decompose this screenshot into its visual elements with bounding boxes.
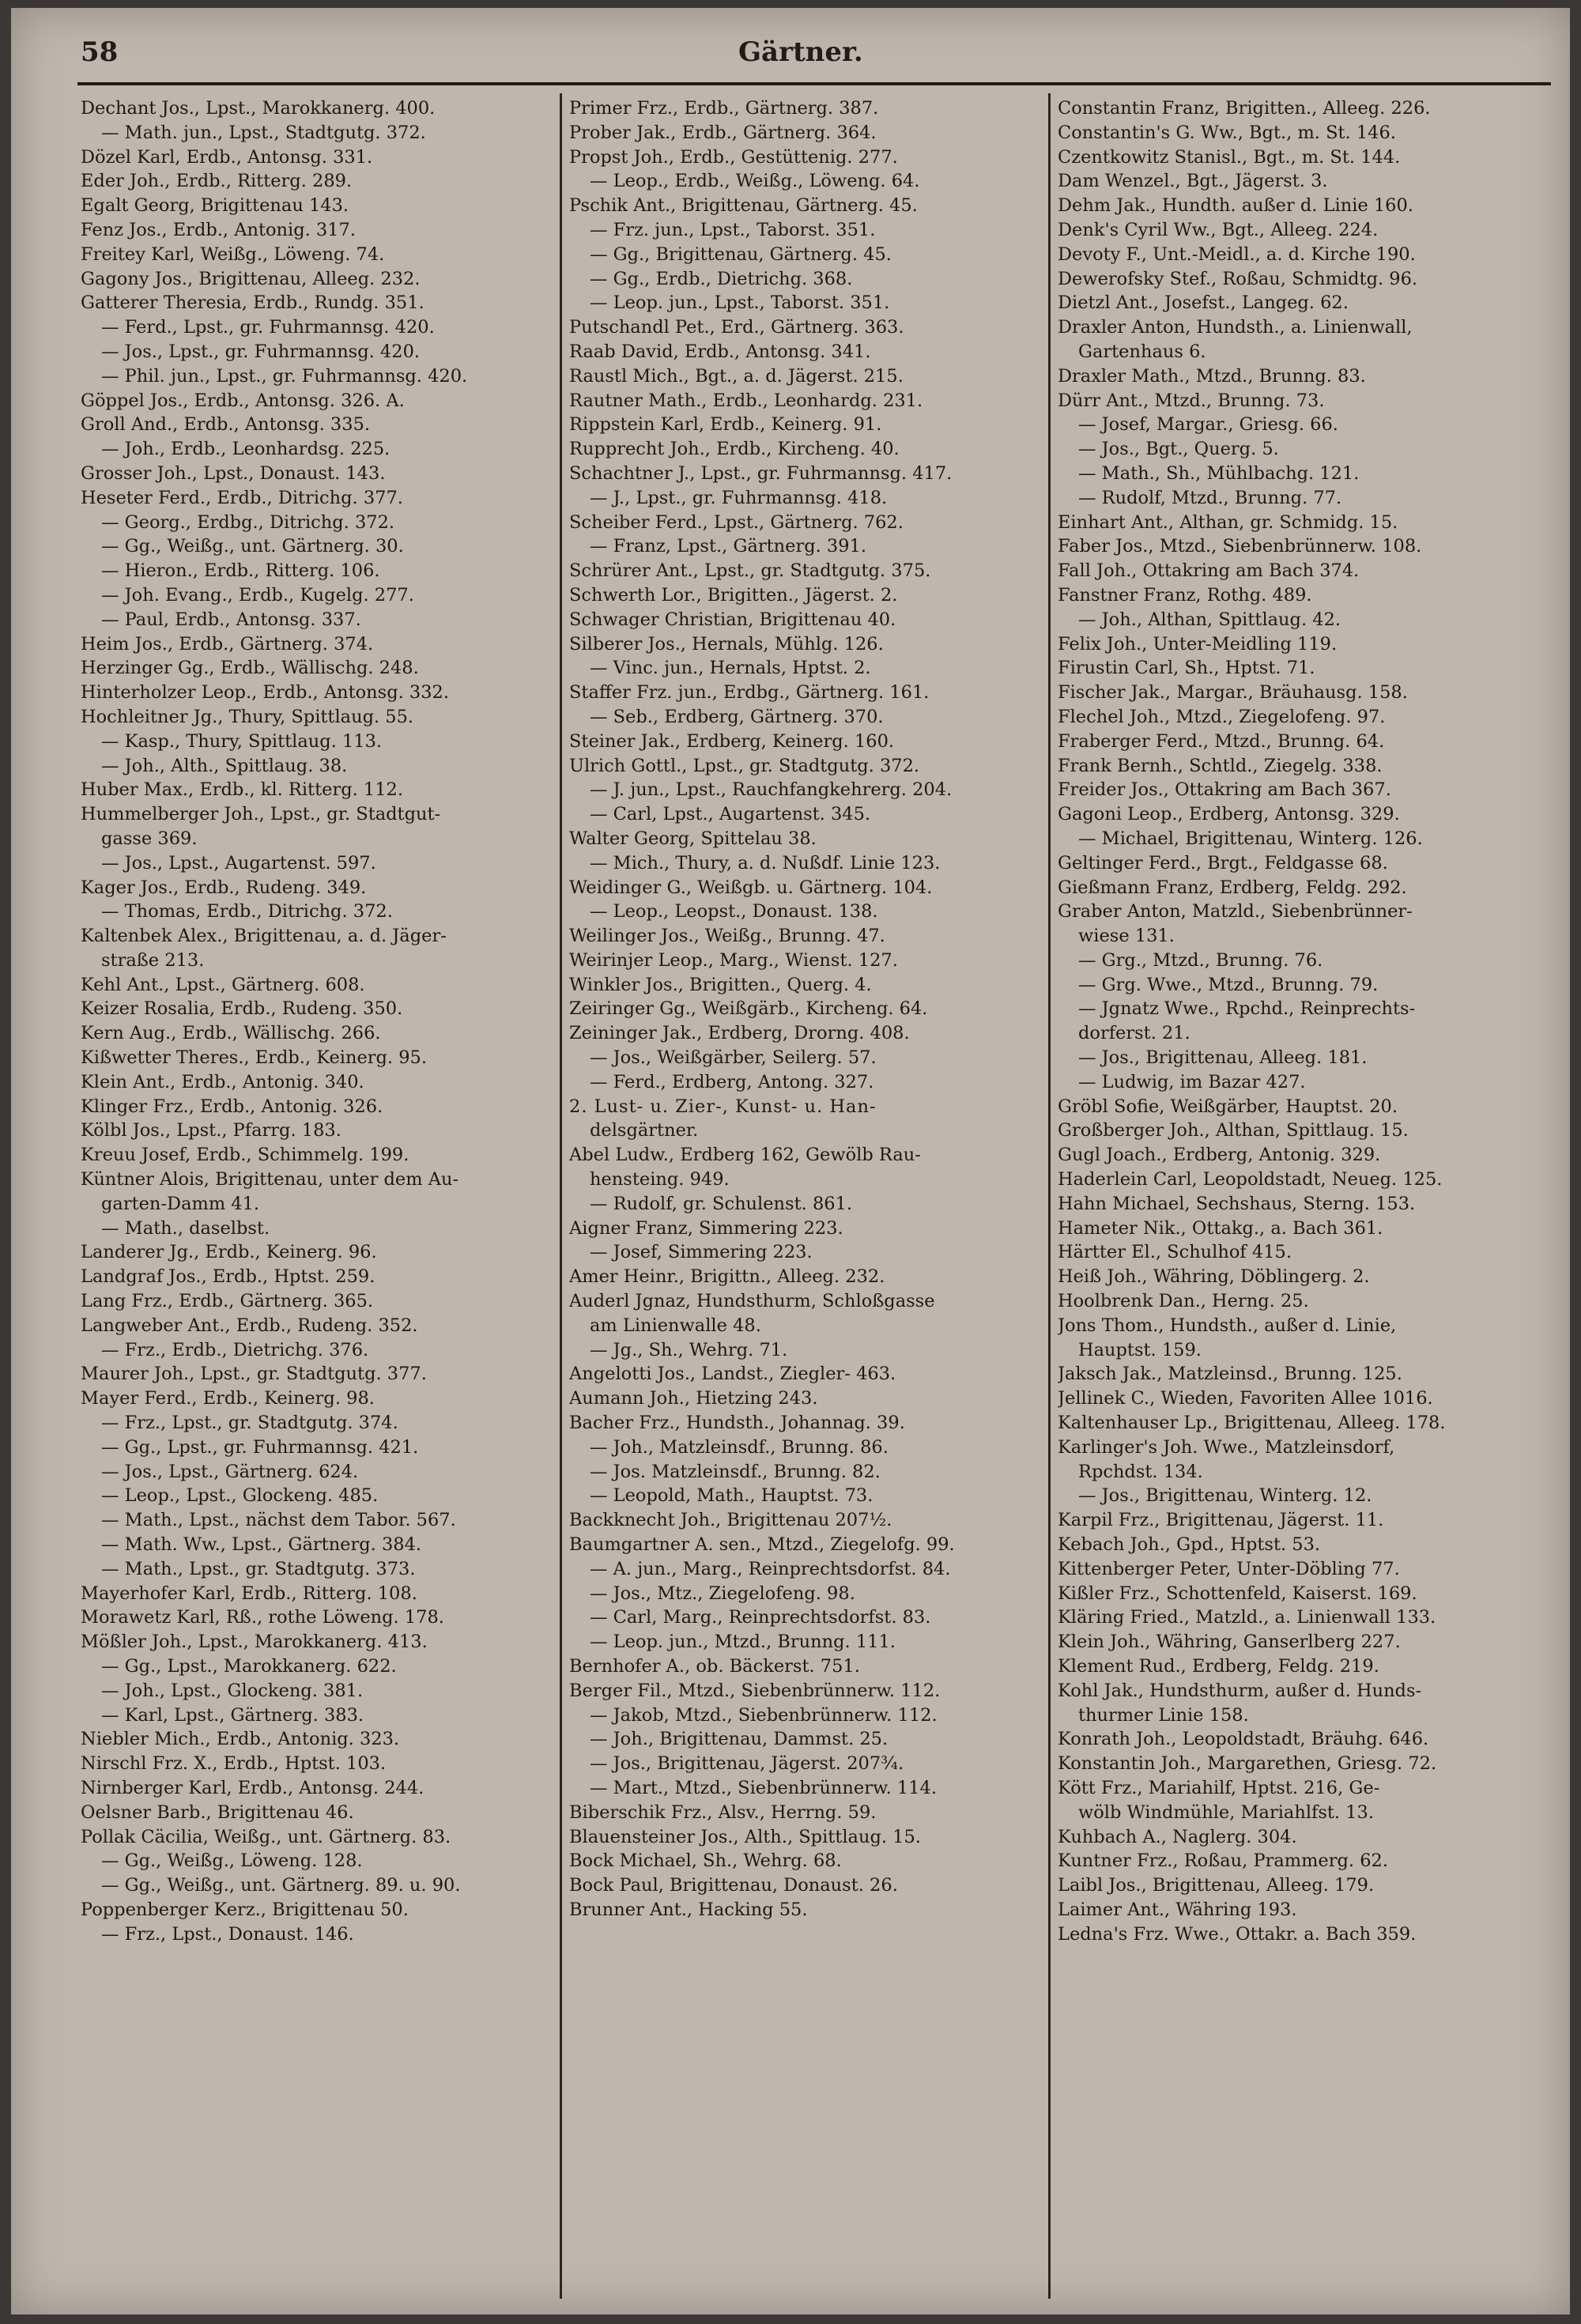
directory-entry: Egalt Georg, Brigittenau 143. xyxy=(81,195,349,217)
directory-entry: — Leop. jun., Lpst., Taborst. 351. xyxy=(590,292,890,314)
directory-entry: — Jos., Lpst., Augartenst. 597. xyxy=(101,852,376,873)
directory-entry: Jellinek C., Wieden, Favoriten Allee 1016. xyxy=(1058,1388,1433,1409)
directory-entry: — A. jun., Marg., Reinprechtsdorfst. 84. xyxy=(590,1558,951,1579)
directory-entry: hensteing. 949. xyxy=(590,1169,730,1190)
directory-entry: Brunner Ant., Hacking 55. xyxy=(569,1899,808,1920)
directory-entry: Kittenberger Peter, Unter-Döbling 77. xyxy=(1058,1558,1400,1579)
directory-entry: Dewerofsky Stef., Roßau, Schmidtg. 96. xyxy=(1058,268,1418,289)
directory-entry: Heim Jos., Erdb., Gärtnerg. 374. xyxy=(81,633,374,655)
directory-entry: Oelsner Barb., Brigittenau 46. xyxy=(81,1801,354,1823)
directory-entry: Dürr Ant., Mtzd., Brunng. 73. xyxy=(1058,390,1325,411)
directory-entry: Faber Jos., Mtzd., Siebenbrünnerw. 108. xyxy=(1058,536,1422,557)
directory-entry: — Kasp., Thury, Spittlaug. 113. xyxy=(101,730,383,752)
directory-entry: Dietzl Ant., Josefst., Langeg. 62. xyxy=(1058,292,1349,314)
directory-entry: Heseter Ferd., Erdb., Ditrichg. 377. xyxy=(81,487,403,508)
directory-entry: — Ludwig, im Bazar 427. xyxy=(1078,1071,1306,1092)
directory-entry: Jons Thom., Hundsth., außer d. Linie, xyxy=(1058,1315,1397,1336)
directory-entry: Klein Ant., Erdb., Antonig. 340. xyxy=(81,1071,364,1092)
directory-entry: Laimer Ant., Währing 193. xyxy=(1058,1899,1297,1920)
directory-entry: — Paul, Erdb., Antonsg. 337. xyxy=(101,609,361,630)
directory-entry: — Joh., Alth., Spittlaug. 38. xyxy=(101,755,348,776)
directory-entry: Prober Jak., Erdb., Gärtnerg. 364. xyxy=(569,122,877,143)
directory-entry: Frank Bernh., Schtld., Ziegelg. 338. xyxy=(1058,755,1383,776)
directory-entry: — Math. Ww., Lpst., Gärtnerg. 384. xyxy=(101,1534,422,1556)
column-1 xyxy=(81,96,555,2302)
directory-entry: Bernhofer A., ob. Bäckerst. 751. xyxy=(569,1656,860,1677)
directory-entry: Laibl Jos., Brigittenau, Alleeg. 179. xyxy=(1058,1875,1375,1896)
directory-entry: — Mich., Thury, a. d. Nußdf. Linie 123. xyxy=(590,852,941,873)
directory-entry: Zeiringer Gg., Weißgärb., Kircheng. 64. xyxy=(569,998,928,1020)
directory-entry: Schachtner J., Lpst., gr. Fuhrmannsg. 417. xyxy=(569,462,953,484)
directory-entry: Amer Heinr., Brigittn., Alleeg. 232. xyxy=(569,1266,885,1288)
directory-entry: — Josef, Margar., Griesg. 66. xyxy=(1078,414,1338,436)
directory-entry: Kager Jos., Erdb., Rudeng. 349. xyxy=(81,877,367,898)
directory-entry: Herzinger Gg., Erdb., Wällischg. 248. xyxy=(81,658,419,679)
directory-entry: Mayer Ferd., Erdb., Keinerg. 98. xyxy=(81,1388,375,1409)
directory-entry: Rippstein Karl, Erdb., Keinerg. 91. xyxy=(569,414,882,436)
directory-entry: — Frz. jun., Lpst., Taborst. 351. xyxy=(590,219,876,240)
directory-entry: Nirschl Frz. X., Erdb., Hptst. 103. xyxy=(81,1753,387,1775)
directory-entry: — Rudolf, gr. Schulenst. 861. xyxy=(590,1193,853,1214)
directory-entry: Huber Max., Erdb., kl. Ritterg. 112. xyxy=(81,779,404,801)
directory-entry: Ledna's Frz. Wwe., Ottakr. a. Bach 359. xyxy=(1058,1923,1417,1945)
directory-entry: — Jos., Weißgärber, Seilerg. 57. xyxy=(590,1047,877,1069)
directory-entry: Kebach Joh., Gpd., Hptst. 53. xyxy=(1058,1534,1321,1556)
directory-entry: Mayerhofer Karl, Erdb., Ritterg. 108. xyxy=(81,1583,417,1604)
directory-entry: — Carl, Marg., Reinprechtsdorfst. 83. xyxy=(590,1607,931,1628)
directory-entry: — Gg., Lpst., gr. Fuhrmannsg. 421. xyxy=(101,1436,419,1458)
directory-entry: Gartenhaus 6. xyxy=(1078,341,1206,362)
directory-entry: Gröbl Sofie, Weißgärber, Hauptst. 20. xyxy=(1058,1096,1398,1117)
directory-entry: Propst Joh., Erdb., Gestüttenig. 277. xyxy=(569,146,898,168)
directory-entry: — Jakob, Mtzd., Siebenbrünnerw. 112. xyxy=(590,1704,938,1726)
directory-entry: — Math., Lpst., gr. Stadtgutg. 373. xyxy=(101,1558,416,1579)
directory-entry: Hochleitner Jg., Thury, Spittlaug. 55. xyxy=(81,706,414,727)
directory-entry: — Leop., Lpst., Glockeng. 485. xyxy=(101,1485,379,1507)
directory-entry: — Math., Sh., Mühlbachg. 121. xyxy=(1078,462,1360,484)
directory-entry: Graber Anton, Matzld., Siebenbrünner- xyxy=(1058,901,1413,922)
directory-entry: Schwerth Lor., Brigitten., Jägerst. 2. xyxy=(569,584,898,606)
directory-entry: Gagony Jos., Brigittenau, Alleeg. 232. xyxy=(81,268,421,289)
directory-entry: Schwager Christian, Brigittenau 40. xyxy=(569,609,896,630)
directory-entry: — Jg., Sh., Wehrg. 71. xyxy=(590,1339,788,1360)
directory-entry: thurmer Linie 158. xyxy=(1078,1704,1249,1726)
directory-entry: Dözel Karl, Erdb., Antonsg. 331. xyxy=(81,146,373,168)
directory-entry: — Karl, Lpst., Gärtnerg. 383. xyxy=(101,1704,364,1726)
directory-entry: — Seb., Erdberg, Gärtnerg. 370. xyxy=(590,706,884,727)
directory-entry: — Phil. jun., Lpst., gr. Fuhrmannsg. 420. xyxy=(101,365,468,387)
directory-entry: Fenz Jos., Erdb., Antonig. 317. xyxy=(81,219,357,240)
directory-entry: Hoolbrenk Dan., Herng. 25. xyxy=(1058,1291,1309,1312)
directory-entry: Morawetz Karl, Rß., rothe Löweng. 178. xyxy=(81,1607,444,1628)
directory-entry: Kuhbach A., Naglerg. 304. xyxy=(1058,1826,1297,1847)
directory-entry: — Joh., Brigittenau, Dammst. 25. xyxy=(590,1729,889,1750)
directory-entry: Gatterer Theresia, Erdb., Rundg. 351. xyxy=(81,292,424,314)
directory-entry: Denk's Cyril Ww., Bgt., Alleeg. 224. xyxy=(1058,219,1379,240)
section-heading: 2. Lust- u. Zier-, Kunst- u. Han- xyxy=(569,1096,877,1117)
directory-entry: Weirinjer Leop., Marg., Wienst. 127. xyxy=(569,949,898,971)
directory-entry: Dechant Jos., Lpst., Marokkanerg. 400. xyxy=(81,98,436,119)
directory-entry: Freider Jos., Ottakring am Bach 367. xyxy=(1058,779,1391,801)
directory-entry: — Ferd., Erdberg, Antong. 327. xyxy=(590,1071,874,1092)
directory-entry: — Gg., Weißg., Löweng. 128. xyxy=(101,1851,363,1872)
directory-entry: — Michael, Brigittenau, Winterg. 126. xyxy=(1078,828,1423,849)
directory-entry: Klinger Frz., Erdb., Antonig. 326. xyxy=(81,1096,383,1117)
directory-entry: — Jos., Brigittenau, Winterg. 12. xyxy=(1078,1485,1372,1507)
directory-entry: Kuntner Frz., Roßau, Prammerg. 62. xyxy=(1058,1851,1388,1872)
directory-entry: Aigner Franz, Simmering 223. xyxy=(569,1217,843,1239)
directory-entry: Mößler Joh., Lpst., Marokkanerg. 413. xyxy=(81,1632,428,1653)
directory-entry: Rpchdst. 134. xyxy=(1078,1461,1203,1482)
directory-entry: wölb Windmühle, Mariahlfst. 13. xyxy=(1078,1801,1375,1823)
directory-entry: Heiß Joh., Währing, Döblingerg. 2. xyxy=(1058,1266,1370,1288)
directory-entry: Freitey Karl, Weißg., Löweng. 74. xyxy=(81,243,385,265)
directory-entry: Hahn Michael, Sechshaus, Sterng. 153. xyxy=(1058,1193,1416,1214)
directory-entry: Primer Frz., Erdb., Gärtnerg. 387. xyxy=(569,98,879,119)
directory-entry: — Frz., Lpst., gr. Stadtgutg. 374. xyxy=(101,1413,398,1434)
directory-entry: Hummelberger Joh., Lpst., gr. Stadtgut- xyxy=(81,804,441,825)
directory-entry: Kött Frz., Mariahilf, Hptst. 216, Ge- xyxy=(1058,1777,1380,1798)
directory-entry: Klein Joh., Währing, Ganserlberg 227. xyxy=(1058,1632,1401,1653)
directory-entry: Karpil Frz., Brigittenau, Jägerst. 11. xyxy=(1058,1510,1384,1531)
directory-entry: Pollak Cäcilia, Weißg., unt. Gärtnerg. 83. xyxy=(81,1826,451,1847)
directory-entry: Walter Georg, Spittelau 38. xyxy=(569,828,817,849)
directory-entry: — Jos., Brigittenau, Jägerst. 207¾. xyxy=(590,1753,904,1775)
directory-entry: — Math., Lpst., nächst dem Tabor. 567. xyxy=(101,1510,456,1531)
directory-entry: Kißwetter Theres., Erdb., Keinerg. 95. xyxy=(81,1047,428,1069)
page-header xyxy=(11,8,1570,79)
directory-entry: Fraberger Ferd., Mtzd., Brunng. 64. xyxy=(1058,730,1385,752)
directory-entry: — Math. jun., Lpst., Stadtgutg. 372. xyxy=(101,122,426,143)
directory-entry: Fanstner Franz, Rothg. 489. xyxy=(1058,584,1312,606)
directory-entry: — Thomas, Erdb., Ditrichg. 372. xyxy=(101,901,393,922)
directory-entry: Niebler Mich., Erdb., Antonig. 323. xyxy=(81,1729,400,1750)
directory-entry: Baumgartner A. sen., Mtzd., Ziegelofg. 99. xyxy=(569,1534,955,1556)
directory-entry: — Frz., Lpst., Donaust. 146. xyxy=(101,1923,354,1945)
directory-entry: Draxler Math., Mtzd., Brunng. 83. xyxy=(1058,365,1366,387)
directory-entry: Maurer Joh., Lpst., gr. Stadtgutg. 377. xyxy=(81,1364,427,1385)
running-head: Gärtner. xyxy=(738,36,863,68)
directory-entry: wiese 131. xyxy=(1078,926,1175,947)
directory-entry: — Joh., Erdb., Leonhardsg. 225. xyxy=(101,439,391,460)
directory-entry: Bock Paul, Brigittenau, Donaust. 26. xyxy=(569,1875,898,1896)
directory-entry: Karlinger's Joh. Wwe., Matzleinsdorf, xyxy=(1058,1436,1395,1458)
directory-entry: Landerer Jg., Erdb., Keinerg. 96. xyxy=(81,1242,377,1263)
directory-entry: Weilinger Jos., Weißg., Brunng. 47. xyxy=(569,926,885,947)
directory-entry: Poppenberger Kerz., Brigittenau 50. xyxy=(81,1899,409,1920)
directory-entry: Jaksch Jak., Matzleinsd., Brunng. 125. xyxy=(1058,1364,1402,1385)
directory-entry: — Leop., Leopst., Donaust. 138. xyxy=(590,901,878,922)
directory-entry: Großberger Joh., Althan, Spittlaug. 15. xyxy=(1058,1120,1409,1141)
directory-entry: Blauensteiner Jos., Alth., Spittlaug. 15. xyxy=(569,1826,921,1847)
directory-entry: Eder Joh., Erdb., Ritterg. 289. xyxy=(81,171,353,192)
directory-entry: Geltinger Ferd., Brgt., Feldgasse 68. xyxy=(1058,852,1388,873)
directory-entry: — Joh., Althan, Spittlaug. 42. xyxy=(1078,609,1341,630)
directory-entry: Rautner Math., Erdb., Leonhardg. 231. xyxy=(569,390,923,411)
directory-entry: Haderlein Carl, Leopoldstadt, Neueg. 125. xyxy=(1058,1169,1443,1190)
directory-entry: Göppel Jos., Erdb., Antonsg. 326. A. xyxy=(81,390,405,411)
column-2 xyxy=(569,96,1043,2302)
directory-entry: — Frz., Erdb., Dietrichg. 376. xyxy=(101,1339,369,1360)
directory-entry: Constantin's G. Ww., Bgt., m. St. 146. xyxy=(1058,122,1396,143)
directory-entry: Küntner Alois, Brigittenau, unter dem Au- xyxy=(81,1169,459,1190)
directory-entry: Draxler Anton, Hundsth., a. Linienwall, xyxy=(1058,317,1413,338)
directory-entry: garten-Damm 41. xyxy=(101,1193,260,1214)
directory-entry: — Josef, Simmering 223. xyxy=(590,1242,813,1263)
directory-entry: dorferst. 21. xyxy=(1078,1023,1190,1044)
directory-entry: — Gg., Lpst., Marokkanerg. 622. xyxy=(101,1656,397,1677)
directory-entry: straße 213. xyxy=(101,949,205,971)
directory-entry: — J., Lpst., gr. Fuhrmannsg. 418. xyxy=(590,487,888,508)
directory-entry: Hameter Nik., Ottakg., a. Bach 361. xyxy=(1058,1217,1383,1239)
directory-entry: Angelotti Jos., Landst., Ziegler- 463. xyxy=(569,1364,896,1385)
directory-entry: Kläring Fried., Matzld., a. Linienwall 133. xyxy=(1058,1607,1436,1628)
directory-entry: Kaltenhauser Lp., Brigittenau, Alleeg. 178. xyxy=(1058,1413,1446,1434)
header-rule xyxy=(77,82,1551,85)
directory-entry: Devoty F., Unt.-Meidl., a. d. Kirche 190. xyxy=(1058,243,1416,265)
directory-entry: Grosser Joh., Lpst., Donaust. 143. xyxy=(81,462,386,484)
directory-entry: — Joh., Lpst., Glockeng. 381. xyxy=(101,1680,364,1701)
directory-entry: Gießmann Franz, Erdberg, Feldg. 292. xyxy=(1058,877,1407,898)
directory-entry: Gagoni Leop., Erdberg, Antonsg. 329. xyxy=(1058,804,1400,825)
directory-entry: Silberer Jos., Hernals, Mühlg. 126. xyxy=(569,633,884,655)
directory-entry: Staffer Frz. jun., Erdbg., Gärtnerg. 161. xyxy=(569,682,930,704)
directory-entry: Gugl Joach., Erdberg, Antonig. 329. xyxy=(1058,1145,1381,1166)
directory-entry: Dehm Jak., Hundth. außer d. Linie 160. xyxy=(1058,195,1413,217)
directory-entry: — Jos., Lpst., Gärtnerg. 624. xyxy=(101,1461,359,1482)
page-number: 58 xyxy=(81,36,119,68)
directory-entry: Winkler Jos., Brigitten., Querg. 4. xyxy=(569,974,872,995)
directory-entry: — Mart., Mtzd., Siebenbrünnerw. 114. xyxy=(590,1777,937,1798)
directory-entry: Zeininger Jak., Erdberg, Drorng. 408. xyxy=(569,1023,910,1044)
directory-entry: — Jos., Bgt., Querg. 5. xyxy=(1078,439,1279,460)
directory-entry: — Jos., Lpst., gr. Fuhrmannsg. 420. xyxy=(101,341,421,362)
directory-entry: gasse 369. xyxy=(101,828,198,849)
directory-entry: Steiner Jak., Erdberg, Keinerg. 160. xyxy=(569,730,895,752)
directory-entry: Kißler Frz., Schottenfeld, Kaiserst. 169. xyxy=(1058,1583,1417,1604)
directory-entry: — Math., daselbst. xyxy=(101,1217,270,1239)
directory-entry: — Franz, Lpst., Gärtnerg. 391. xyxy=(590,536,867,557)
directory-entry: Rupprecht Joh., Erdb., Kircheng. 40. xyxy=(569,439,900,460)
directory-entry: — Vinc. jun., Hernals, Hptst. 2. xyxy=(590,658,871,679)
directory-entry: Landgraf Jos., Erdb., Hptst. 259. xyxy=(81,1266,375,1288)
directory-entry: Kreuu Josef, Erdb., Schimmelg. 199. xyxy=(81,1145,409,1166)
directory-entry: — Rudolf, Mtzd., Brunng. 77. xyxy=(1078,487,1342,508)
directory-entry: Keizer Rosalia, Erdb., Rudeng. 350. xyxy=(81,998,403,1020)
directory-entry: — Gg., Weißg., unt. Gärtnerg. 30. xyxy=(101,536,404,557)
directory-entry: Putschandl Pet., Erd., Gärtnerg. 363. xyxy=(569,317,904,338)
directory-entry: — Jos., Mtz., Ziegelofeng. 98. xyxy=(590,1583,855,1604)
directory-entry: — Jgnatz Wwe., Rpchd., Reinprechts- xyxy=(1078,998,1416,1020)
directory-entry: Fischer Jak., Margar., Bräuhausg. 158. xyxy=(1058,682,1408,704)
directory-entry: Flechel Joh., Mtzd., Ziegelofeng. 97. xyxy=(1058,706,1386,727)
directory-entry: Pschik Ant., Brigittenau, Gärtnerg. 45. xyxy=(569,195,918,217)
directory-entry: Hinterholzer Leop., Erdb., Antonsg. 332. xyxy=(81,682,450,704)
directory-entry: Groll And., Erdb., Antonsg. 335. xyxy=(81,414,371,436)
directory-entry: Kölbl Jos., Lpst., Pfarrg. 183. xyxy=(81,1120,341,1141)
directory-entry: Konstantin Joh., Margarethen, Griesg. 72. xyxy=(1058,1753,1437,1775)
directory-entry: — Jos., Brigittenau, Alleeg. 181. xyxy=(1078,1047,1368,1069)
directory-entry: Scheiber Ferd., Lpst., Gärtnerg. 762. xyxy=(569,511,904,533)
directory-entry: — Gg., Erdb., Dietrichg. 368. xyxy=(590,268,853,289)
directory-entry: Raustl Mich., Bgt., a. d. Jägerst. 215. xyxy=(569,365,904,387)
directory-entry: — Leopold, Math., Hauptst. 73. xyxy=(590,1485,874,1507)
directory-entry: Backknecht Joh., Brigittenau 207½. xyxy=(569,1510,892,1531)
directory-entry: Bacher Frz., Hundsth., Johannag. 39. xyxy=(569,1413,905,1434)
directory-entry: — Carl, Lpst., Augartenst. 345. xyxy=(590,804,871,825)
directory-entry: — Joh. Evang., Erdb., Kugelg. 277. xyxy=(101,584,414,606)
column-divider xyxy=(560,93,562,2299)
directory-page xyxy=(11,8,1570,2315)
directory-entry: — Grg. Wwe., Mtzd., Brunng. 79. xyxy=(1078,974,1379,995)
directory-entry: Klement Rud., Erdberg, Feldg. 219. xyxy=(1058,1656,1379,1677)
directory-entry: am Linienwalle 48. xyxy=(590,1315,761,1336)
directory-entry: Einhart Ant., Althan, gr. Schmidg. 15. xyxy=(1058,511,1398,533)
directory-entry: delsgärtner. xyxy=(590,1120,699,1141)
directory-entry: — J. jun., Lpst., Rauchfangkehrerg. 204. xyxy=(590,779,953,801)
directory-entry: Schrürer Ant., Lpst., gr. Stadtgutg. 375. xyxy=(569,560,931,582)
directory-entry: Ulrich Gottl., Lpst., gr. Stadtgutg. 372. xyxy=(569,755,920,776)
directory-entry: Czentkowitz Stanisl., Bgt., m. St. 144. xyxy=(1058,146,1401,168)
directory-entry: Nirnberger Karl, Erdb., Antonsg. 244. xyxy=(81,1777,424,1798)
directory-entry: Aumann Joh., Hietzing 243. xyxy=(569,1388,818,1409)
directory-entry: Langweber Ant., Erdb., Rudeng. 352. xyxy=(81,1315,418,1336)
column-divider xyxy=(1048,93,1051,2299)
directory-entry: — Gg., Weißg., unt. Gärtnerg. 89. u. 90. xyxy=(101,1875,461,1896)
directory-entry: Berger Fil., Mtzd., Siebenbrünnerw. 112. xyxy=(569,1680,941,1701)
directory-entry: Kaltenbek Alex., Brigittenau, a. d. Jäger- xyxy=(81,926,447,947)
directory-entry: — Grg., Mtzd., Brunng. 76. xyxy=(1078,949,1323,971)
directory-entry: Felix Joh., Unter-Meidling 119. xyxy=(1058,633,1338,655)
column-3 xyxy=(1058,96,1556,2302)
directory-entry: Auderl Jgnaz, Hundsthurm, Schloßgasse xyxy=(569,1291,935,1312)
directory-entry: — Ferd., Lpst., gr. Fuhrmannsg. 420. xyxy=(101,317,435,338)
directory-entry: Hauptst. 159. xyxy=(1078,1339,1202,1360)
directory-entry: Bock Michael, Sh., Wehrg. 68. xyxy=(569,1851,842,1872)
directory-entry: Weidinger G., Weißgb. u. Gärtnerg. 104. xyxy=(569,877,933,898)
directory-entry: Abel Ludw., Erdberg 162, Gewölb Rau- xyxy=(569,1145,921,1166)
directory-entry: Kern Aug., Erdb., Wällischg. 266. xyxy=(81,1023,381,1044)
directory-entry: — Hieron., Erdb., Ritterg. 106. xyxy=(101,560,380,582)
directory-entry: Biberschik Frz., Alsv., Herrng. 59. xyxy=(569,1801,877,1823)
directory-entry: — Georg., Erdbg., Ditrichg. 372. xyxy=(101,511,395,533)
directory-entry: — Leop. jun., Mtzd., Brunng. 111. xyxy=(590,1632,896,1653)
directory-entry: Konrath Joh., Leopoldstadt, Bräuhg. 646. xyxy=(1058,1729,1429,1750)
directory-entry: Fall Joh., Ottakring am Bach 374. xyxy=(1058,560,1360,582)
directory-entry: — Joh., Matzleinsdf., Brunng. 86. xyxy=(590,1436,889,1458)
directory-entry: Härtter El., Schulhof 415. xyxy=(1058,1242,1292,1263)
directory-entry: Dam Wenzel., Bgt., Jägerst. 3. xyxy=(1058,171,1328,192)
directory-entry: — Gg., Brigittenau, Gärtnerg. 45. xyxy=(590,243,892,265)
directory-entry: Kohl Jak., Hundsthurm, außer d. Hunds- xyxy=(1058,1680,1422,1701)
directory-entry: Lang Frz., Erdb., Gärtnerg. 365. xyxy=(81,1291,374,1312)
directory-entry: — Jos. Matzleinsdf., Brunng. 82. xyxy=(590,1461,881,1482)
directory-entry: — Leop., Erdb., Weißg., Löweng. 64. xyxy=(590,171,920,192)
directory-entry: Constantin Franz, Brigitten., Alleeg. 226. xyxy=(1058,98,1431,119)
directory-entry: Firustin Carl, Sh., Hptst. 71. xyxy=(1058,658,1315,679)
directory-entry: Raab David, Erdb., Antonsg. 341. xyxy=(569,341,871,362)
directory-entry: Kehl Ant., Lpst., Gärtnerg. 608. xyxy=(81,974,365,995)
